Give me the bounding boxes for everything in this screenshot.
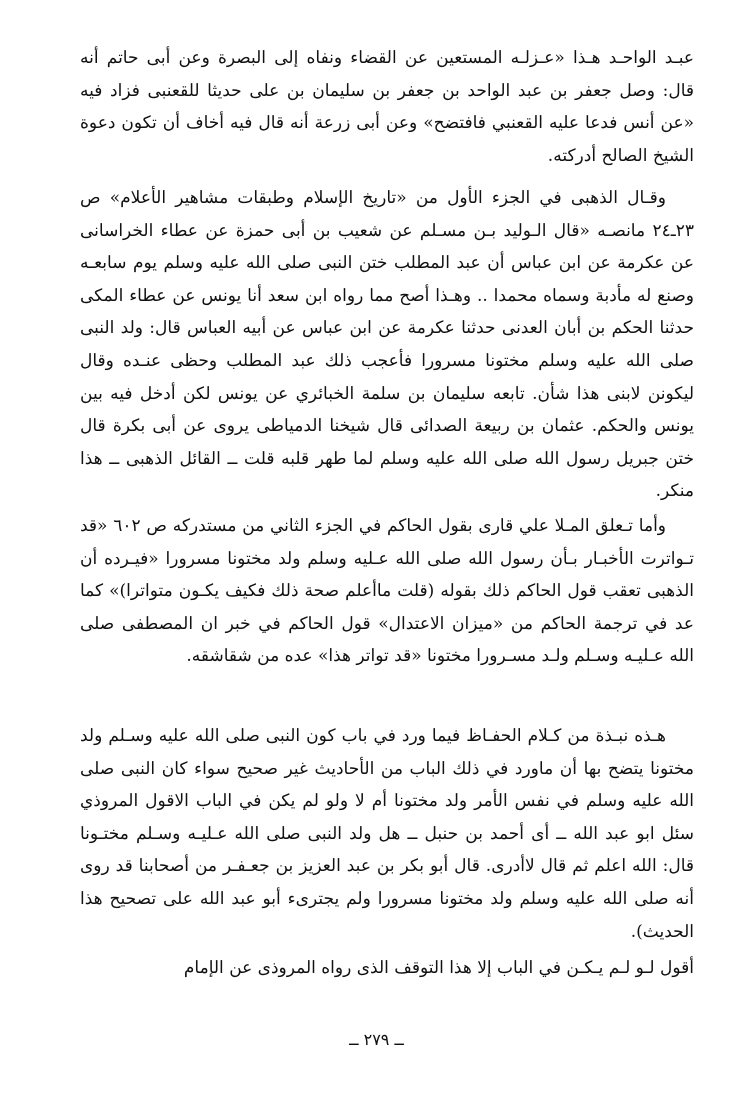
paragraph-1: عبـد الواحـد هـذا «عـزلـه المستعين عن القضاء ونفاه إلى البصرة وعن أبى حاتم أنه قال: وصل جعفر بن عبد الواحد بن جعفر بن سليمان بن على حديثا للقعنبى فزاد فيه «عن أنس فدعا عليه القعنبي فافتضح» وعن أبى زرعة أنه قال فيه أخاف أن تكون دعوة الشيخ الصالح أدركته. xyxy=(80,48,694,166)
paragraph-2: وقـال الذهبى في الجزء الأول من «تاريخ الإسلام وطبقات مشاهير الأعلام» ص ٢٣ـ٢٤ مانصـه «قال الـوليد بـن مسـلم عن شعيب بن أبى حمزة عن عطاء الخراسانى عن عكرمة عن ابن عباس أن عبد المطلب ختن النبى صلى الله عليه وسلم يوم سابعـه وصنع له مأدبة وسماه محمدا .. وهـذا أصح مما رواه ابن سعد أنا يونس عن عطاء المكى حدثنا الحكم بن أبان العدنى حدثنا عكرمة عن ابن عباس عن أبيه العباس قال: ولد النبى صلى الله عليه وسلم مختونا مسرورا فأعجب ذلك عبد المطلب وحظى عنـده وقال ليكونن لابنى هذا شأن. تابعه سليمان بن سلمة الخبائري عن يونس لكن أدخل فيه بين يونس والحكم. عثمان بن ربيعة الصدائى قال شيخنا الدمياطى يروى عن أبى بكرة قال ختن جبريل رسول الله صلى الله عليه وسلم لما طهر قلبه قلت ــ القائل الذهبى ــ هذا منكر. xyxy=(80,188,694,502)
paragraph-3: وأما تـعلق المـلا علي قارى بقول الحاكم في الجزء الثاني من مستدركه ص ٦٠٢ «قد تـواترت الأخبـار بـأن رسول الله صلى الله عـليه وسلم ولد مختونا مسرورا «فيـرده أن الذهبى تعقب قول الحاكم ذلك بقوله (قلت ماأعلم صحة ذلك فكيف يكـون متواترا)» كما عد في ترجمة الحاكم من «ميزان الاعتدال» قول الحاكم في خبر ان المصطفى صلى الله عـليـه وسـلم ولـد مسـرورا مختونا «قد تواتر هذا» عده من شقاشقه. xyxy=(80,516,694,667)
paragraph-4: هـذه نبـذة من كـلام الحفـاظ فيما ورد في باب كون النبى صلى الله عليه وسـلم ولد مختونا يتضح بها أن ماورد في ذلك الباب من الأحاديث غير صحيح سواء كان النبى صلى الله عليه وسلم في نفس الأمر ولد مختونا أم لا ولو لم يكن في الباب الاقول المروذي سئل ابو عبد الله ــ أى أحمد بن حنبل ــ هل ولد النبى صلى الله عـليـه وسـلم مختـونا قال: الله اعلم ثم قال لاأدرى. قال أبو بكر بن عبد العزيز بن جعـفـر من أصحابنا قد روى أنه صلى الله عليه وسلم ولد مختونا مسرورا ولم يجترىء أبو عبد الله على تصحيح هذا الحديث). xyxy=(80,726,694,942)
paragraph-5: أقول لـو لـم يـكـن في الباب إلا هذا التوقف الذى رواه المروذى عن الإمام xyxy=(183,958,694,978)
page-number: ــ ٢٧٩ ــ xyxy=(349,1030,404,1049)
